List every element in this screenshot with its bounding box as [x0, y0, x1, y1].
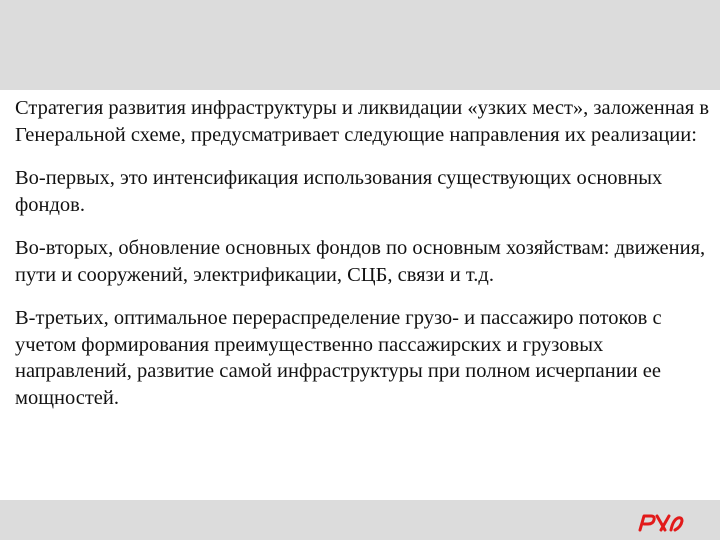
paragraph-third: В-третьих, оптимальное перераспределение грузо- и пассажиро потоков с учетом формирования преимущественно пассажирских и грузовых направлений, развитие самой инфраструктуры при полном исчерпании ее мощностей.	[15, 307, 662, 409]
slide-body	[15, 95, 710, 428]
footer-band	[0, 500, 720, 540]
rzd-logo-icon	[638, 512, 684, 532]
paragraph-first: Во-первых, это интенсификация использования существующих основных фондов.	[15, 167, 663, 216]
paragraph-intro: Стратегия развития инфраструктуры и ликвидации «узких мест», заложенная в Генеральной схеме, предусматривает следующие направления их реализации:	[15, 97, 710, 146]
header-band	[0, 0, 720, 90]
paragraph-second: Во-вторых, обновление основных фондов по основным хозяйствам: движения, пути и сооружений, электрификации, СЦБ, связи и т.д.	[15, 237, 706, 286]
